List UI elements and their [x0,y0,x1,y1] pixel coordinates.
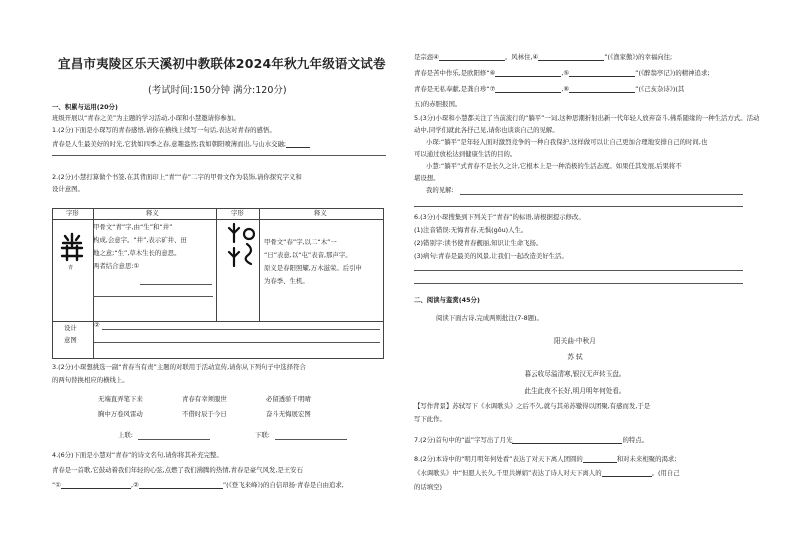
meaning-answer-line-2[interactable] [93,296,213,297]
q4-blank-4[interactable] [538,53,604,61]
q5-para2: 动中,同学们就此各抒己见,请你也谈谈自己的见解。 [414,126,559,134]
intro-text: 班级开展以“青春之美”为主题的学习活动,小琛和小慧邀请你参加。 [52,114,240,122]
q4-line5: 青春是无私奉献,是龚自珍“⑦ ,⑧ ”(《己亥杂诗》)(其 [414,85,685,93]
exam-info: (考试时间:150分钟 满分:120分) [148,85,287,96]
q4-blank-7[interactable] [495,85,561,93]
q5-answer-line-1[interactable] [460,194,743,195]
meaning-answer-line-1[interactable] [140,284,212,285]
q5-para5: 小慧:“躺平”式青春不是长久之计,它根本上是一种消极的生活态度。如果任其发展,后果将不 [426,162,682,170]
poem-title: 阳关曲·中秋月 [554,337,596,345]
q3-prompt-line2: 的两句替换相应的横线上。 [52,376,129,384]
section-heading-2: 二、阅读与鉴赏(45分) [414,296,480,304]
q1-answer-blank[interactable] [286,140,310,148]
couplet-option: 必留透骄千明晴 [266,395,311,403]
q8-answer-blank-2[interactable] [602,469,652,477]
couplet-option: 无端直弄笔下来 [98,395,143,403]
design-label: 设计 [64,324,77,332]
lower-couplet-answer[interactable] [275,439,347,440]
col-header-char: 字形 [231,209,244,217]
col-header-meaning: 释义 [314,209,327,217]
design-marker: ② [94,321,100,329]
q4-blank-5[interactable] [495,69,561,77]
oracle-glyph-qing [58,232,86,262]
q4-blank-3[interactable] [439,53,505,61]
q6-prompt: 6.(3分)小琛搜集到下列关于“青春”的标语,请根据提示修改。 [414,213,585,221]
q4-blank-8[interactable] [569,85,635,93]
reading-intro: 阅读下面古诗,完成两则批注(7-8题)。 [436,314,543,322]
q4-prompt: 4.(6分)下面是小慧对“青春”的诗文名句,请你将其补充完整。 [52,451,223,459]
q5-para3: 小琛:“躺平”是年轻人面对激烈竞争的一种自我保护,这样做可以让自己更加合理地安排自己的时间,也 [426,138,708,146]
q5-my-view-label: 我的见解: [426,186,454,194]
design-answer-cell[interactable] [93,322,383,359]
q6-item-3: (3)病句:青春是最美的风景,让我们一起改造美好生活。 [414,252,568,260]
q4-blank-2[interactable] [139,481,223,489]
q6-answer-line-1[interactable] [414,270,743,271]
design-answer-line-2[interactable] [94,342,380,343]
q5-para4: 可以通过放松达到健康生活的目的。 [414,150,517,158]
oracle-glyph-chun [225,222,259,268]
q4-line2: “① ,② ”(《登飞来峰》)的自信昂扬·青春是自由追求, [52,481,344,489]
writing-background-2: 写下此作。 [414,415,446,423]
q2-prompt-line2: 设计意图。 [52,185,84,193]
section-heading-1: 一、积累与运用(20分) [52,103,118,111]
design-answer-line-1[interactable] [102,329,380,330]
q6-item-2: (2)错别字:读书使青春靓丽,知识让生命飞扬。 [414,239,543,247]
poem-line-1: 暮云收尽溢清寒,银汉无声转玉盘。 [524,370,626,378]
couplet-option: 青春有幸须服世 [182,395,227,403]
couplet-option: 胸中万卷风雷动 [98,410,143,418]
q2-prompt-line1: 2.(2分)小慧打算做个书签,在其背面印上“青”“春”二字的甲骨文作为装饰,请你探究字义和 [52,173,302,181]
q4-blank-1[interactable] [61,481,131,489]
q4-line3: 是宗悫④ 。风林住,④ ”(《渔家傲》)的幸福向往; [414,53,673,61]
q6-item-1: (1)注音错误:无悔青春,无惧(gǒu)人生。 [414,226,528,234]
q4-blank-6[interactable] [569,69,635,77]
q6-answer-line-2[interactable] [414,283,743,284]
q1-answer-line[interactable] [52,155,386,156]
q8-line1: 8.(2分)本诗中的“明月明年何处看”表达了对天下离人团圆的 和对未来相聚的渴求; [414,455,677,463]
meaning-text-chun: 甲骨文“春”字,以二“木”一 “日”表意,以“屯”表音,那声字。 原义是春阳照耀,万木滋荣。后引申 为春季、生机。 [264,238,362,285]
q1-text: 青春是人生最美好的时光,它犹如四季之春,意趣盎然;我如朝阳喷薄而出,与山水交融; [52,140,310,148]
lower-couplet-label: 下联: [255,431,270,439]
col-header-meaning: 释义 [146,209,159,217]
q4-line1: 青春是一首歌,它鼓动着我们年轻的心弦,点燃了我们沸腾的热情,青春是豪气风发,是王安石 [52,466,303,474]
q7-text: 7.(2分)首句中的“溢”字写出了月光 的特点。 [414,436,649,444]
q7-answer-blank[interactable] [512,436,622,444]
couplet-option: 奋斗无悔展宏图 [266,410,311,418]
q5-answer-line-2[interactable] [414,206,743,207]
q8-line2: 《水调歌头》中“但愿人长久,千里共婵娟”表达了诗人对天下离人的 。(用自己 [414,469,680,477]
q4-line6: 五)的赤胆报国。 [414,100,462,108]
upper-couplet-answer[interactable] [138,439,210,440]
q1-prompt: 1.(2分)下面是小琛写的青春感悟,请你在横线上续写一句话,表达对青春的感悟。 [52,126,276,134]
q4-line4: 青春是苦中作乐,是欧阳修“⑥ ,⑤ ”(《醉翁亭记》)的精神追求; [414,69,710,77]
upper-couplet-label: 上联: [118,431,133,439]
design-label: 意图 [64,336,77,344]
q3-prompt-line1: 3.(2分)小琛想挑选一副“青春当有责”主题的对联用于活动宣传,请你从下列句子中选择符合 [52,363,306,371]
glyph-caption-qing: 青 [68,265,74,271]
q8-answer-blank-1[interactable] [583,455,617,463]
meaning-text-qing: 甲骨文“青”字,由“生”和“井” 构成,会意字。“井”,表示矿井、田 地之意;“生”,草木生长的意思。 两者结合意思:① [93,223,187,270]
col-header-char: 字形 [66,209,79,217]
page-title: 宜昌市夷陵区乐天溪初中教联体2024年秋九年级语文试卷 [58,56,386,71]
q5-para1: 5.(3分)小琛和小慧都关注了当前流行的“躺平”一词,这种思潮折射出新一代年轻人放弃奋斗,佛系随缘的一种生活方式。活动 [414,114,760,122]
writing-background-1: 【写作背景】苏轼写下《水调歌头》之后不久,就与其弟苏辙得以团聚,有感而发,于是 [414,402,651,410]
q8-line3: 的话填空) [414,483,443,491]
poem-line-2: 此生此夜不长好,明月明年何处看。 [524,387,626,395]
poem-author: 苏 轼 [567,353,583,361]
couplet-option: 不借时辰于今日 [182,410,227,418]
q5-para6: 堪设想。 [414,174,440,182]
